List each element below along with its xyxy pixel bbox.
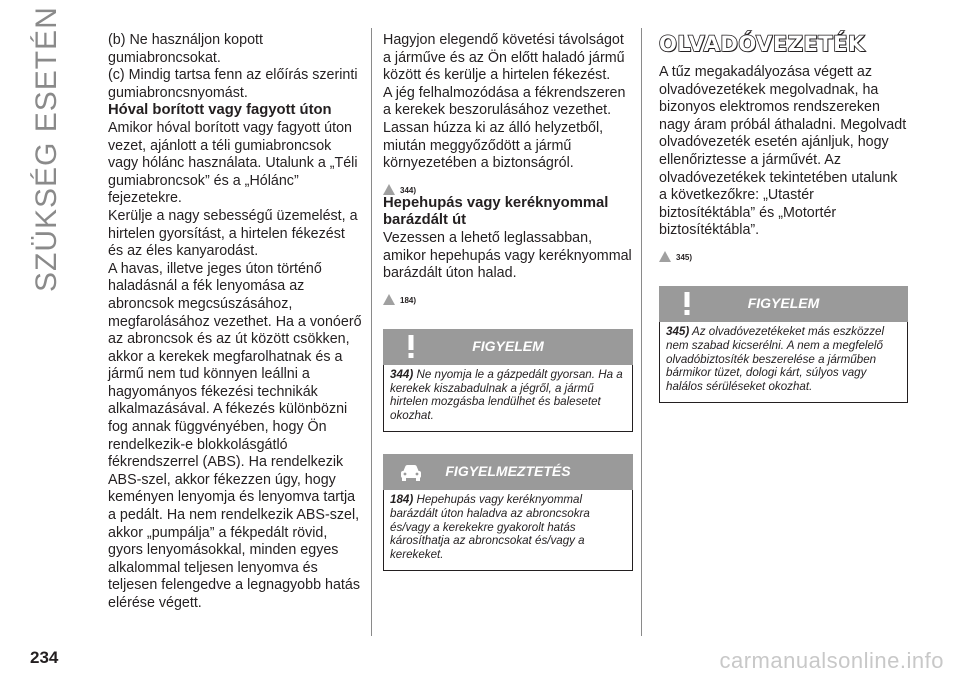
paragraph: A jég felhalmozódása a fékrendszeren a kerekek beszorulásához vezethet. — [383, 84, 626, 119]
reference-number: 345) — [676, 252, 693, 262]
paragraph: A tűz megakadályozása végett az olvadóvezetékek megolvadnak, ha bizonyos elektromos rendszereken nagy áram próbál áthaladni. Megolvadt olvadóvezeték esetén ajánljuk, hogy ellenőriztesse a járművét. Az olvadóvezetékek tekintetében utalunk a következőkre: „Utastér biztosítéktábla” és „Motortér biztosítéktábla”. — [659, 64, 907, 239]
paragraph: Kerülje a nagy sebességű üzemelést, a hirtelen gyorsítást, a hirtelen fékezést és az éles kanyarodást. — [108, 207, 358, 260]
warning-text: Az olvadóvezetékeket más eszközzel nem szabad kicserélni. A nem a megfelelő olvadóbiztosíték beszerelése a járműben bármikor tüzet, dologi kárt, súlyos vagy halálos sérüléseket okozhat. — [666, 324, 885, 394]
chapter-side-title — [30, 6, 88, 296]
caution-number: 184) — [390, 492, 414, 506]
warning-triangle-icon — [383, 184, 395, 195]
warning-title: FIGYELEM — [472, 337, 544, 354]
warning-triangle-icon — [383, 294, 395, 305]
chapter-title-text: SZÜKSÉG ESETÉN — [30, 6, 63, 292]
warning-box-body — [383, 365, 633, 432]
warning-number: 344) — [390, 367, 414, 381]
caution-box-header — [383, 454, 633, 490]
reference-number: 184) — [400, 295, 417, 305]
warning-box-header — [383, 329, 633, 365]
column-divider — [641, 28, 642, 636]
car-caution-icon — [399, 460, 423, 484]
column-2 — [383, 32, 633, 571]
paragraph: Amikor hóval borított vagy fagyott úton vezet, ajánlott a téli gumiabroncsok vagy hólánc használata. Utalunk a „Téli gumiabroncsok” és a „Hólánc” fejezetekre. — [108, 119, 358, 207]
column-divider — [371, 28, 372, 636]
paragraph: Vezessen a lehető leglassabban, amikor hepehupás vagy keréknyommal barázdált úton halad. — [383, 229, 632, 282]
warning-title: FIGYELEM — [747, 295, 820, 312]
caution-box — [383, 454, 633, 571]
warning-text: Ne nyomja le a gázpedált gyorsan. Ha a kerekek kiszabadulnak a jégről, a jármű hirtelen mozgásba lendülhet és balesetet okozhat. — [390, 367, 623, 423]
paragraph: Lassan húzza ki az álló helyzetből, miután meggyőződött a jármű környezetében a biztonságról. — [383, 119, 604, 172]
warning-exclamation-icon — [675, 292, 699, 316]
section-heading: Hepehupás vagy keréknyommal barázdált út — [383, 194, 609, 229]
warning-reference — [383, 175, 633, 195]
warning-box-header — [659, 286, 908, 322]
watermark: carmanualsonline.info — [719, 648, 944, 673]
caution-title: FIGYELMEZTETÉS — [445, 463, 571, 480]
section-heading: Hóval borított vagy fagyott úton — [108, 102, 332, 119]
warning-exclamation-icon — [399, 335, 423, 359]
caution-text: Hepehupás vagy keréknyommal barázdált úton haladva az abroncsokra és/vagy a kerekekre gyakorolt hatás károsíthatja az abroncsokat és/vagy a kerekeket. — [390, 492, 590, 562]
column-3 — [659, 32, 908, 403]
paragraph: Hagyjon elegendő követési távolságot a járműve és az Ön előtt haladó jármű között és kerülje a hirtelen fékezést. — [383, 32, 625, 84]
reference-number: 344) — [400, 185, 417, 195]
warning-reference — [659, 242, 908, 262]
paragraph: (b) Ne használjon kopott gumiabroncsokat. — [108, 32, 263, 66]
paragraph: (c) Mindig tartsa fenn az előírás szerinti gumiabroncsnyomást. — [108, 67, 358, 101]
paragraph: A havas, illetve jeges úton történő haladásnál a fék lenyomása az abroncsok megcsúszásához, megfarolásához vezethet. Ha a vonóerő az abroncsok és az út között csökken, akkor a kerekek megfarolhatnak és a jármű nem tud könnyen leállni a hagyományos fékezési technikák alkalmazásával. A fékezés különbözni fog annak függvényében, hogy Ön rendelkezik-e blokkolásgátló fékrendszerrel (ABS). Ha rendelkezik ABS-szel, akkor fékezzen úgy, hogy keményen lenyomja és lenyomva tartja a pedált. Ha nem rendelkezik ABS-szel, akkor „pumpálja” a fékpedált rövid, gyors lenyomásokkal, minden egyes alkalommal teljesen lenyomva és teljesen felengedve a legnagyobb hatás elérése végett. — [108, 260, 362, 611]
column-1 — [108, 32, 362, 613]
warning-number: 345) — [666, 324, 690, 338]
caution-reference — [383, 285, 633, 305]
warning-triangle-icon — [659, 251, 671, 262]
warning-box-body — [659, 322, 908, 403]
warning-box — [383, 329, 633, 432]
page-number: 234 — [30, 648, 59, 667]
warning-box — [659, 286, 908, 403]
caution-box-body — [383, 490, 633, 571]
section-title: OLVADÓVEZETÉK — [659, 32, 865, 56]
